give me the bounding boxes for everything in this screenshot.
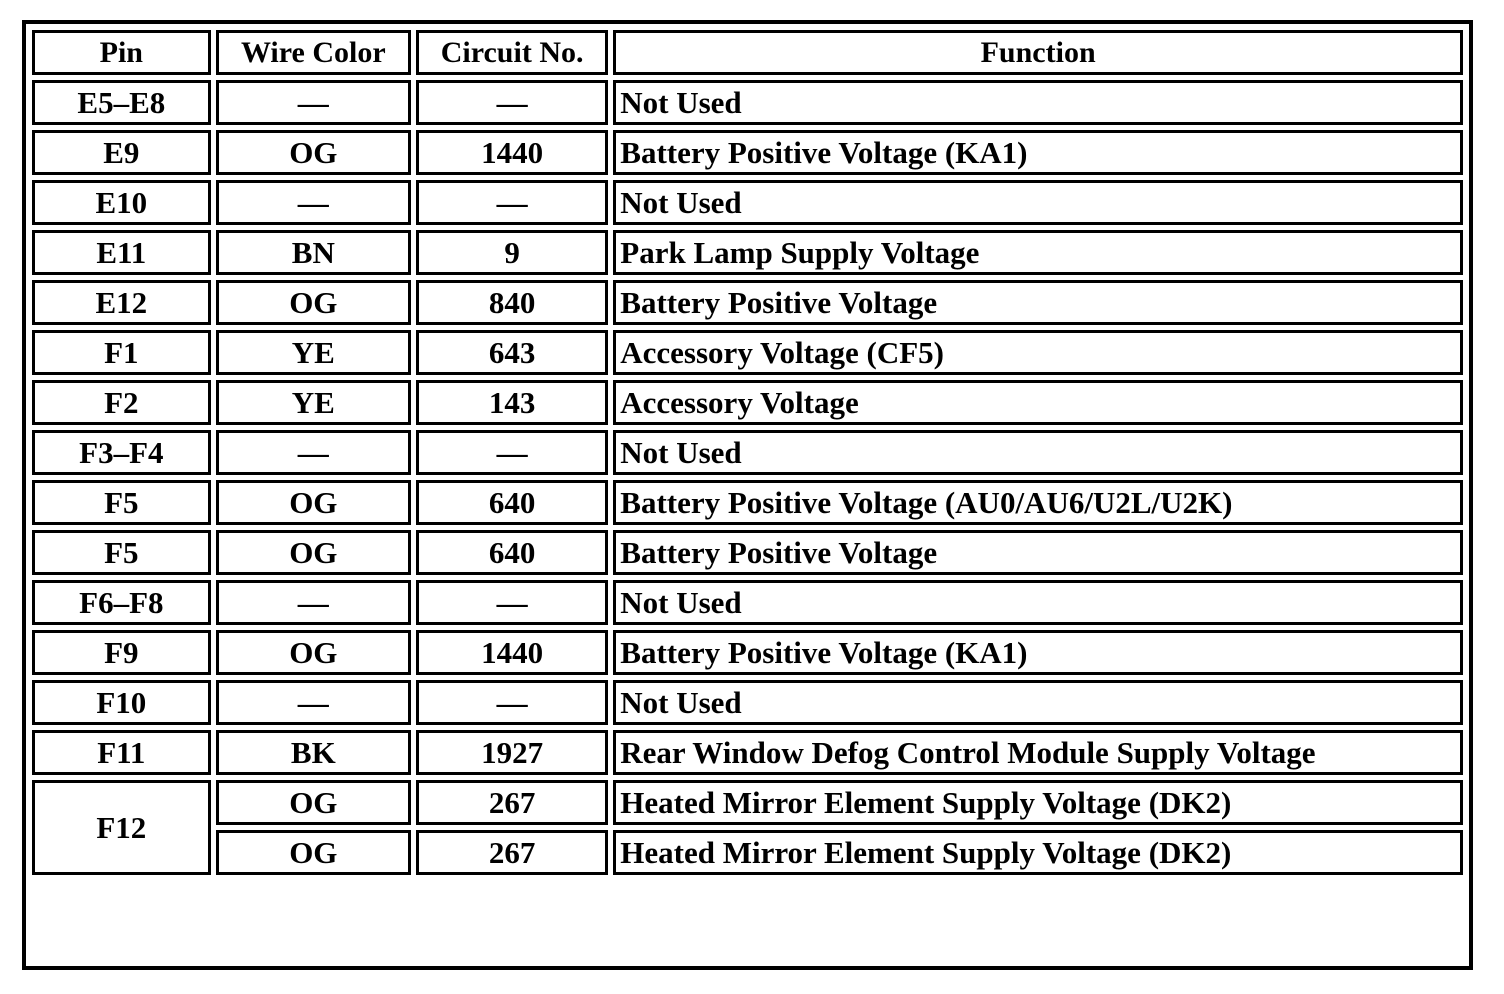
table-row xyxy=(32,830,1463,875)
pin-cell: F11 xyxy=(32,730,211,775)
function-cell: Heated Mirror Element Supply Voltage (DK2) xyxy=(613,780,1463,825)
function-cell: Battery Positive Voltage (AU0/AU6/U2L/U2K) xyxy=(613,480,1463,525)
pin-cell: F1 xyxy=(32,330,211,375)
table-row xyxy=(32,180,1463,225)
wire-color-cell: — xyxy=(216,80,411,125)
function-cell: Battery Positive Voltage xyxy=(613,280,1463,325)
table-row xyxy=(32,680,1463,725)
wire-color-cell: BN xyxy=(216,230,411,275)
function-cell: Not Used xyxy=(613,430,1463,475)
header-wire-color: Wire Color xyxy=(216,30,411,75)
wire-color-cell: OG xyxy=(216,530,411,575)
circuit-cell: — xyxy=(416,430,608,475)
circuit-cell: — xyxy=(416,680,608,725)
wire-color-cell: OG xyxy=(216,480,411,525)
circuit-cell: 1440 xyxy=(416,130,608,175)
circuit-cell: 643 xyxy=(416,330,608,375)
pin-cell: F5 xyxy=(32,480,211,525)
pin-cell: F2 xyxy=(32,380,211,425)
function-cell: Rear Window Defog Control Module Supply Voltage xyxy=(613,730,1463,775)
table-header-row xyxy=(32,30,1463,75)
table-row xyxy=(32,230,1463,275)
wire-color-cell: OG xyxy=(216,130,411,175)
pin-cell: E9 xyxy=(32,130,211,175)
circuit-cell: — xyxy=(416,180,608,225)
circuit-cell: — xyxy=(416,80,608,125)
function-cell: Park Lamp Supply Voltage xyxy=(613,230,1463,275)
table-row xyxy=(32,480,1463,525)
pin-cell: F3–F4 xyxy=(32,430,211,475)
table-row xyxy=(32,630,1463,675)
table-row xyxy=(32,580,1463,625)
wire-color-cell: — xyxy=(216,580,411,625)
table-row xyxy=(32,380,1463,425)
circuit-cell: 640 xyxy=(416,480,608,525)
table-row xyxy=(32,280,1463,325)
function-cell: Accessory Voltage (CF5) xyxy=(613,330,1463,375)
circuit-cell: 840 xyxy=(416,280,608,325)
circuit-cell: 143 xyxy=(416,380,608,425)
table-row xyxy=(32,780,1463,825)
table-row xyxy=(32,130,1463,175)
circuit-cell: 640 xyxy=(416,530,608,575)
wire-color-cell: — xyxy=(216,680,411,725)
function-cell: Not Used xyxy=(613,580,1463,625)
wire-color-cell: YE xyxy=(216,330,411,375)
function-cell: Not Used xyxy=(613,180,1463,225)
function-cell: Battery Positive Voltage (KA1) xyxy=(613,130,1463,175)
table-row xyxy=(32,80,1463,125)
wire-color-cell: BK xyxy=(216,730,411,775)
wire-color-cell: OG xyxy=(216,780,411,825)
circuit-cell: 267 xyxy=(416,830,608,875)
pin-cell-merged: F12 xyxy=(32,780,211,875)
pin-cell: E10 xyxy=(32,180,211,225)
wire-color-cell: — xyxy=(216,430,411,475)
function-cell: Not Used xyxy=(613,680,1463,725)
circuit-cell: 1927 xyxy=(416,730,608,775)
wire-color-cell: OG xyxy=(216,830,411,875)
function-cell: Heated Mirror Element Supply Voltage (DK2) xyxy=(613,830,1463,875)
function-cell: Accessory Voltage xyxy=(613,380,1463,425)
pin-cell: F10 xyxy=(32,680,211,725)
circuit-cell: 1440 xyxy=(416,630,608,675)
header-pin: Pin xyxy=(32,30,211,75)
table-row xyxy=(32,330,1463,375)
function-cell: Not Used xyxy=(613,80,1463,125)
circuit-cell: 267 xyxy=(416,780,608,825)
pin-cell: F5 xyxy=(32,530,211,575)
table-row xyxy=(32,730,1463,775)
table-row xyxy=(32,530,1463,575)
function-cell: Battery Positive Voltage (KA1) xyxy=(613,630,1463,675)
wire-color-cell: — xyxy=(216,180,411,225)
header-circuit-no: Circuit No. xyxy=(416,30,608,75)
connector-pin-table xyxy=(27,25,1468,880)
pin-cell: F9 xyxy=(32,630,211,675)
circuit-cell: 9 xyxy=(416,230,608,275)
wire-color-cell: OG xyxy=(216,630,411,675)
wire-color-cell: YE xyxy=(216,380,411,425)
wire-color-cell: OG xyxy=(216,280,411,325)
pin-cell: F6–F8 xyxy=(32,580,211,625)
function-cell: Battery Positive Voltage xyxy=(613,530,1463,575)
circuit-cell: — xyxy=(416,580,608,625)
pin-cell: E12 xyxy=(32,280,211,325)
pin-cell: E5–E8 xyxy=(32,80,211,125)
table-row xyxy=(32,430,1463,475)
header-function: Function xyxy=(613,30,1463,75)
pin-cell: E11 xyxy=(32,230,211,275)
